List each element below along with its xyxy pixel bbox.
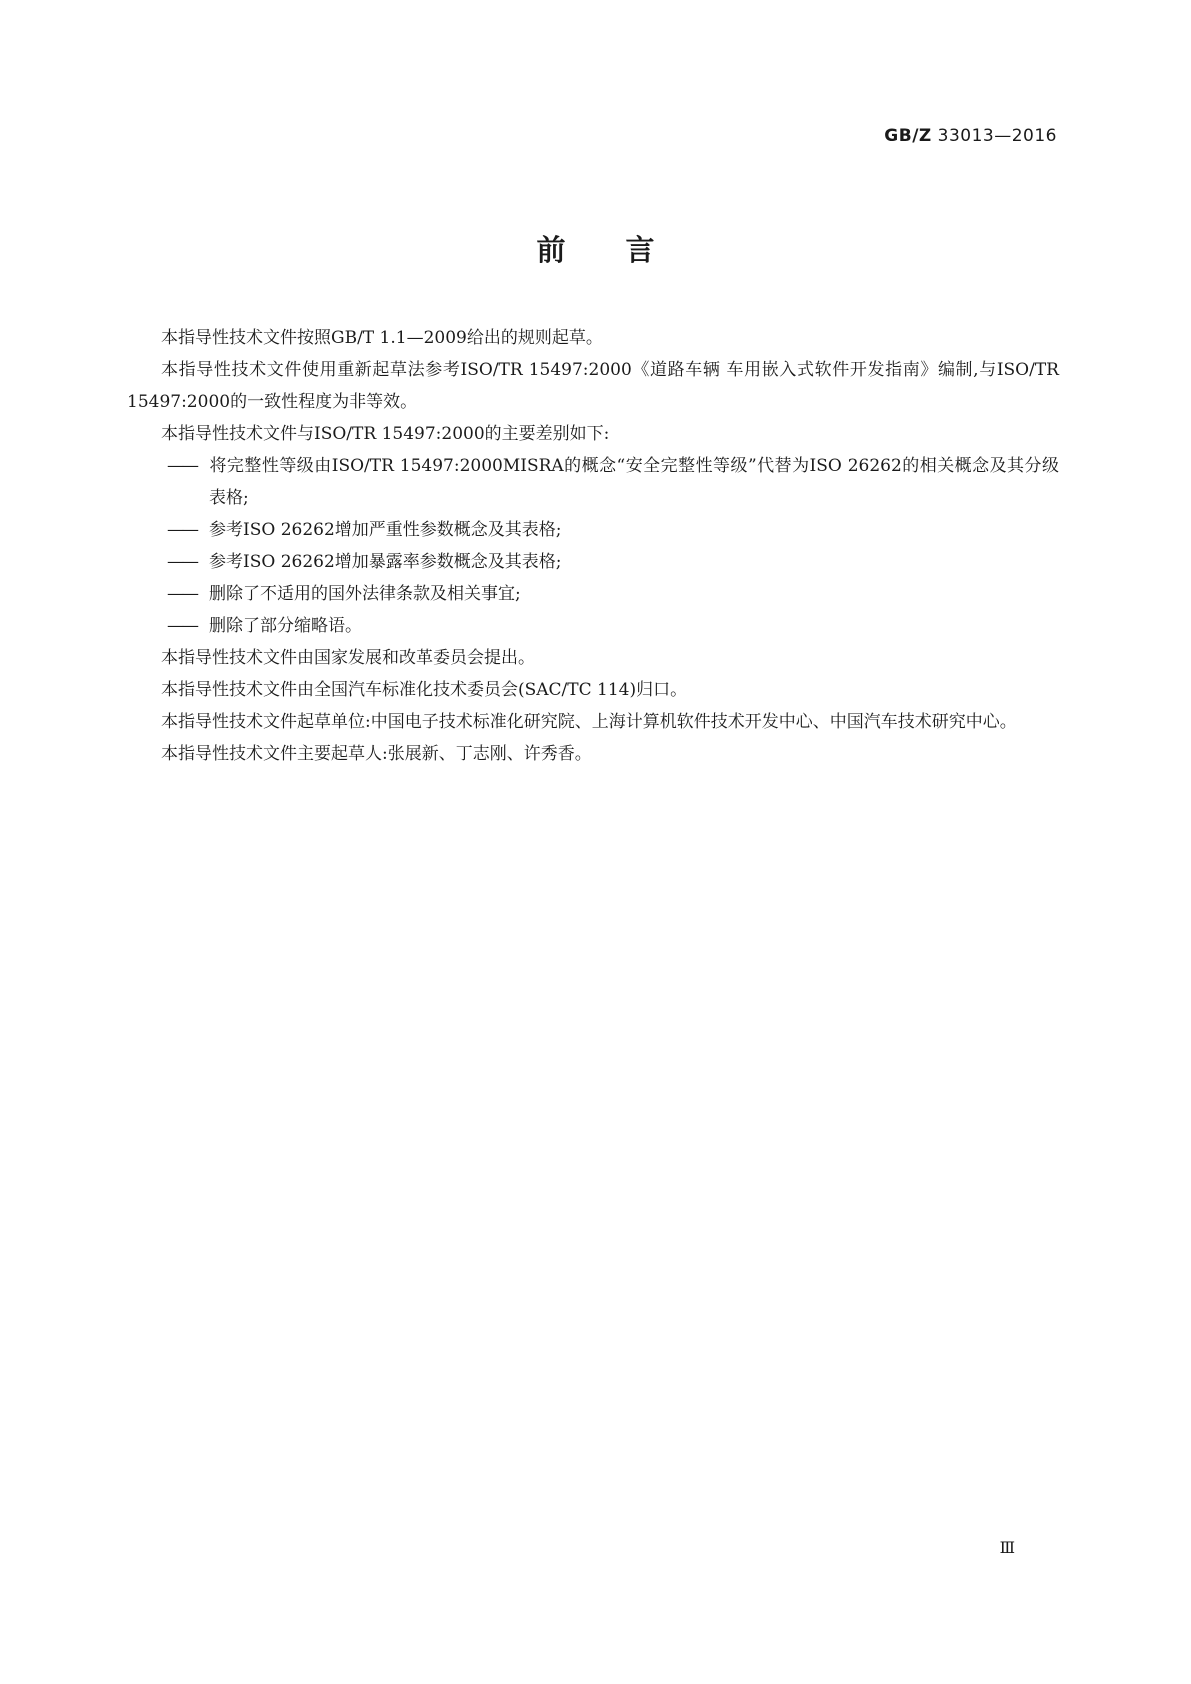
paragraph-differences-intro: 本指导性技术文件与ISO/TR 15497:2000的主要差别如下:: [161, 424, 610, 444]
difference-item-text: 参考ISO 26262增加暴露率参数概念及其表格;: [209, 552, 562, 572]
paragraph-proposer: 本指导性技术文件由国家发展和改革委员会提出。: [161, 648, 535, 668]
dash-marker: ——: [167, 520, 197, 540]
page-title: 前言: [536, 233, 715, 267]
difference-item: [127, 514, 1059, 546]
standard-code-prefix: GB/Z: [884, 126, 932, 146]
difference-item-text: 将完整性等级由ISO/TR 15497:2000MISRA的概念“安全完整性等级”代替为ISO 26262的相关概念及其分级表格;: [209, 456, 1059, 508]
dash-marker: ——: [167, 584, 197, 604]
dash-marker: ——: [167, 552, 197, 572]
foreword-body: [127, 322, 1059, 770]
dash-marker: ——: [167, 616, 197, 636]
difference-item: [127, 578, 1059, 610]
standard-code-number: 33013—2016: [937, 126, 1057, 146]
dash-marker: ——: [167, 456, 197, 476]
paragraph-drafting-units: 本指导性技术文件起草单位:中国电子技术标准化研究院、上海计算机软件技术开发中心、中国汽车技术研究中心。: [161, 712, 1017, 732]
page-number: Ⅲ: [999, 1538, 1015, 1557]
paragraph-reference-method: 本指导性技术文件使用重新起草法参考ISO/TR 15497:2000《道路车辆 车用嵌入式软件开发指南》编制,与ISO/TR 15497:2000的一致性程度为非等效。: [127, 360, 1059, 412]
paragraph-main-drafters: 本指导性技术文件主要起草人:张展新、丁志刚、许秀香。: [161, 744, 592, 764]
difference-item: [127, 450, 1059, 514]
paragraph-centralized-by: 本指导性技术文件由全国汽车标准化技术委员会(SAC/TC 114)归口。: [161, 680, 688, 700]
difference-item: [127, 546, 1059, 578]
standard-code: [884, 126, 1057, 146]
difference-item: [127, 610, 1059, 642]
paragraph-drafting-rules: 本指导性技术文件按照GB/T 1.1—2009给出的规则起草。: [161, 328, 603, 348]
difference-item-text: 删除了不适用的国外法律条款及相关事宜;: [209, 584, 521, 604]
difference-item-text: 删除了部分缩略语。: [209, 616, 362, 636]
difference-item-text: 参考ISO 26262增加严重性参数概念及其表格;: [209, 520, 562, 540]
